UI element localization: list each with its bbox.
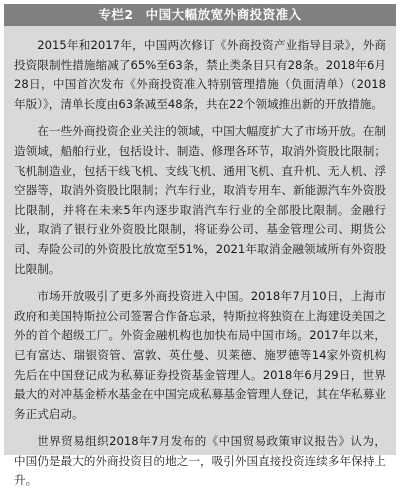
box-title: 中国大幅放宽外商投资准入 — [145, 7, 302, 22]
paragraph-1: 2015年和2017年，中国两次修订《外商投资产业指导目录》，外商投资限制性措施缩减了65%至63条，禁止类条目只有28条。2018年6月28日，中国首次发布《外商投资准入特别管理措施（负面清单）（2018年版）》，清单长度由63条减至48条，共在22个领域推出新的开放措施。 — [14, 38, 386, 111]
paragraph-3: 市场开放吸引了更多外商投资进入中国。2018年7月10日，上海市政府和美国特斯拉公司签署合作备忘录，特斯拉将独资在上海建设美国之外的首个超级工厂。外资金融机构也加快布局中国市场。2017年以来，已有富达、瑞银资管、富敦、英仕曼、贝莱德、施罗德等14家外资机构先后在中国登记成为私募证券投资基金管理人。2018年6月29日，世界最大的对冲基金桥水基金在中国完成私募基金管理人登记，其在华私募业务正式启动。 — [14, 289, 386, 421]
box-header — [4, 4, 396, 26]
paragraph-4: 世界贸易组织2018年7月发布的《中国贸易政策审议报告》认为，中国仍是最大的外商投资目的地之一，吸引外国直接投资连续多年保持上升。 — [14, 434, 386, 488]
box-number: 专栏2 — [98, 7, 134, 22]
paragraph-2: 在一些外商投资企业关注的领域，中国大幅度扩大了市场开放。在制造领域，船舶行业，包括设计、制造、修理各环节，取消外资股比限制；飞机制造业，包括干线飞机、支线飞机、通用飞机、直升机、无人机、浮空器等，取消外资股比限制；汽车行业，取消专用车、新能源汽车外资股比限制，并将在未来5年内逐步取消汽车行业的全部股比限制。金融行业，取消了银行业外资股比限制，将证券公司、基金管理公司、期货公司、寿险公司的外资股比放宽至51%，2021年取消金融领域所有外资股比限制。 — [14, 124, 386, 276]
sidebar-box — [4, 4, 396, 488]
box-content — [4, 26, 396, 491]
